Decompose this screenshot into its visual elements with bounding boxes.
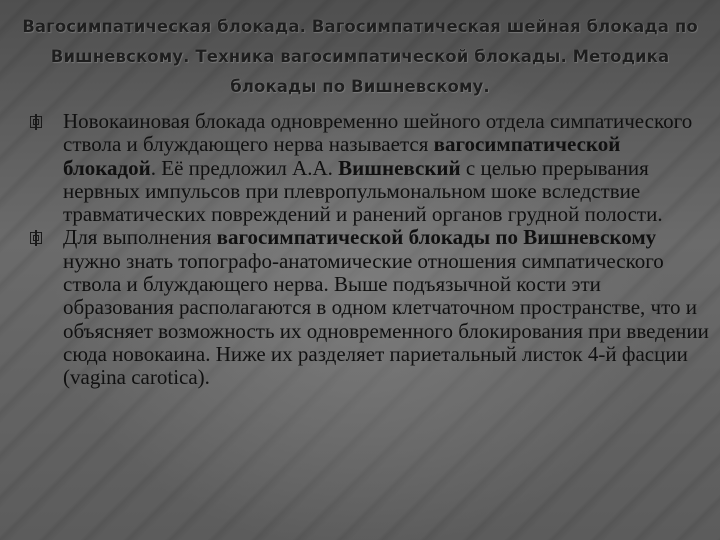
bullet-bold-term: вагосимпатической блокады по Вишневскому <box>216 225 657 250</box>
bullet-text: . Её предложил А.А. <box>150 155 339 180</box>
bullet-text: Для выполнения <box>63 225 217 250</box>
bullet-text: Новокаиновая блокада одновременно шейного отдела симпатического ствола и блуждающего нерва называется <box>63 109 693 157</box>
bullet-bold-name: Вишневский <box>338 155 461 180</box>
slide-title: Вагосимпатическая блокада. Вагосимпатическая шейная блокада по Вишневскому. Техника вагосимпатической блокады. Методика блокады по Вишневскому. <box>22 17 698 96</box>
bullet-icon <box>30 116 42 128</box>
bullet-text: нужно знать топографо-анатомические отношения симпатического ствола и блуждающего нерва. Выше подъязычной кости эти образования располагаются в одном клетчаточном пространстве, что и объясняет возможность их одновременного блокирования при введении сюда новокаина. Ниже их разделяет париетальный листок 4-й фасции (vagina carotica). <box>63 248 709 390</box>
slide-content <box>28 110 712 390</box>
bullet-icon <box>30 232 42 244</box>
bullet-text: с целью прерывания нервных импульсов при плевропульмональном шоке вследствие травматических повреждений и ранений органов грудной полости. <box>63 155 663 227</box>
bullet-item <box>28 110 712 226</box>
bullet-item <box>28 226 712 389</box>
bullet-bold-term: вагосимпатической блокадой <box>63 132 621 180</box>
